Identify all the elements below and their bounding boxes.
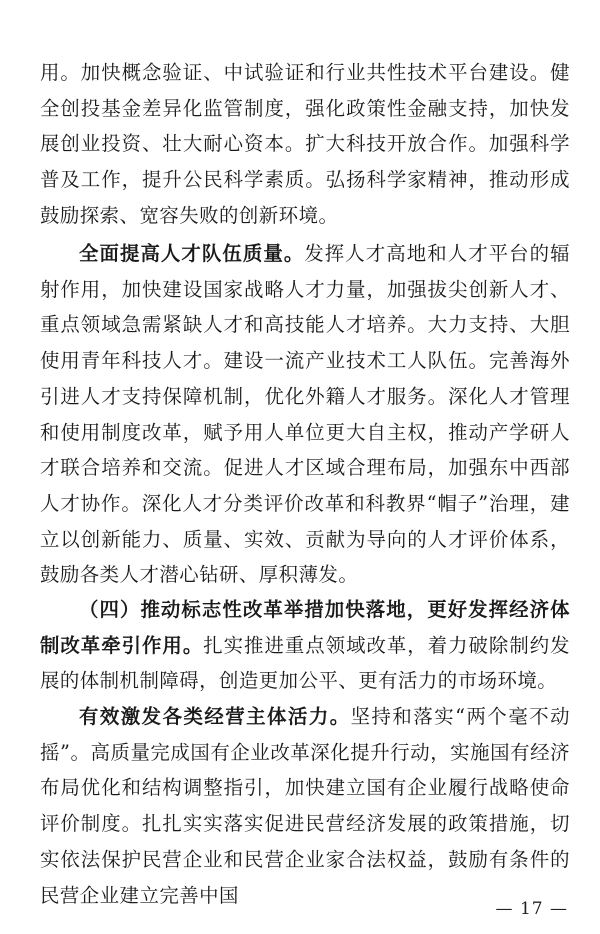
paragraph-body: 扎实推进重点领域改革，着力破除制约发展的体制机制障碍，创造更加公平、更有活力的市场环境。 bbox=[40, 633, 571, 693]
paragraph-body: 发挥人才高地和人才平台的辐射作用，加快建设国家战略人才力量，加强拔尖创新人才、重点领域急需紧缺人才和高技能人才培养。大力支持、大胆使用青年科技人才。建设一流产业技术工人队伍。完善海外引进人才支持保障机制，优化外籍人才服务。深化人才管理和使用制度改革，赋予用人单位更大自主权，推动产学研人才联合培养和交流。促进人才区域合理布局，加强东中西部人才协作。深化人才分类评价改革和科教界“帽子”治理，建立以创新能力、质量、实效、贡献为导向的人才评价体系，鼓励各类人才潜心钻研、厚积薄发。 bbox=[40, 242, 571, 587]
paragraph-talent bbox=[40, 236, 570, 593]
paragraph-body: 用。加快概念验证、中试验证和行业共性技术平台建设。健全创投基金差异化监管制度，强化政策性金融支持，加快发展创业投资、壮大耐心资本。扩大科技开放合作。加强科学普及工作，提升公民科学素质。弘扬科学家精神，推动形成鼓励探索、宽容失败的创新环境。 bbox=[40, 61, 570, 227]
paragraph-lead-heading: 全面提高人才队伍质量。 bbox=[79, 242, 305, 265]
paragraph-business-entities bbox=[40, 699, 570, 913]
paragraph-section-four bbox=[40, 592, 570, 699]
paragraph-lead-heading: 有效激发各类经营主体活力。 bbox=[79, 705, 351, 728]
paragraph-body: 坚持和落实“两个毫不动摇”。高质量完成国有企业改革深化提升行动，实施国有经济布局优化和结构调整指引，加快建立国有企业履行战略使命评价制度。扎扎实实落实促进民营经济发展的政策措施，切实依法保护民营企业和民营企业家合法权益，鼓励有条件的民营企业建立完善中国 bbox=[40, 705, 571, 907]
page-number: — 17 — bbox=[495, 899, 568, 919]
paragraph-continuation bbox=[40, 55, 570, 234]
section-heading: （四）推动标志性改革举措加快落地，更好发挥经济体制改革牵引作用。 bbox=[40, 598, 570, 657]
